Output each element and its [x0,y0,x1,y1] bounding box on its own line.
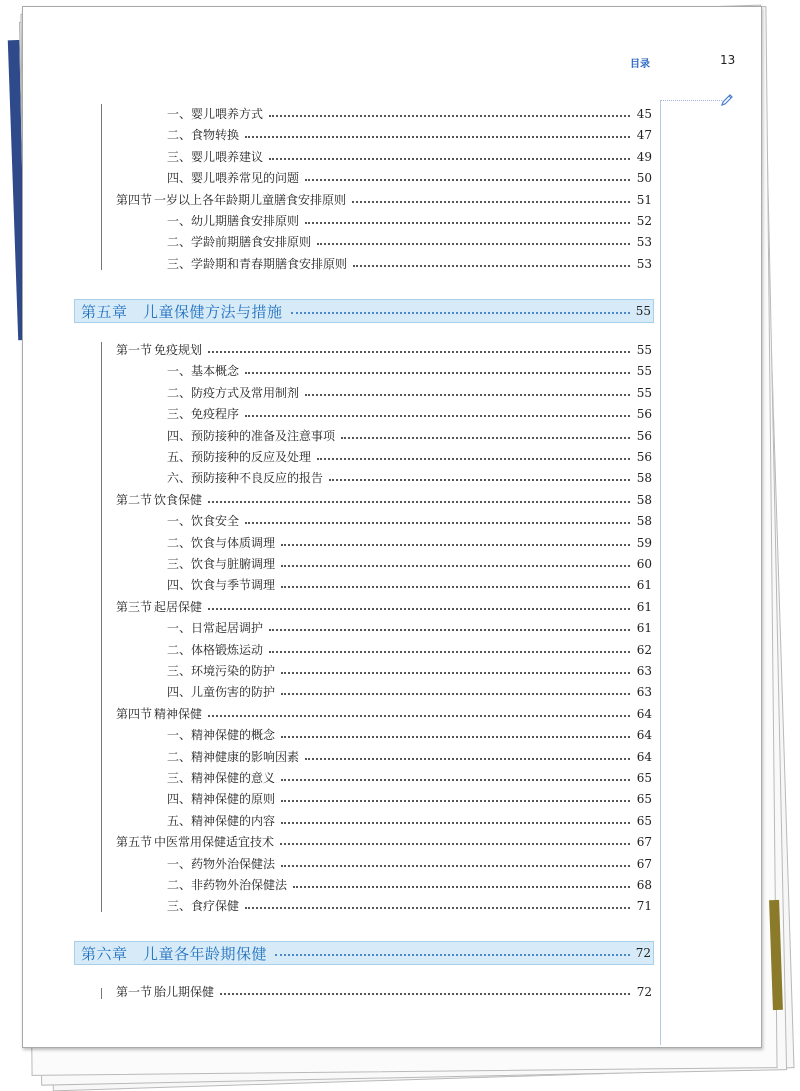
section-vertical-rule [101,342,102,912]
toc-item-row[interactable] [112,555,652,573]
toc-page-number: 61 [636,621,652,636]
toc-item-row[interactable] [112,448,652,466]
toc-title: 四、儿童伤害的防护 [167,685,276,700]
dot-leader [281,586,630,588]
toc-page-number: 65 [636,792,652,807]
toc-item-row[interactable] [112,427,652,445]
dot-leader [245,907,630,909]
toc-page-number: 67 [636,856,652,871]
toc-page-number: 55 [636,343,652,357]
toc-page-number: 55 [636,364,652,379]
toc-title: 一、日常起居调护 [167,621,264,636]
dot-leader [281,822,630,824]
toc-page-number: 50 [636,171,652,186]
toc-section-row[interactable] [112,983,652,1001]
toc-page-number: 51 [636,192,652,207]
toc-item-row[interactable] [112,769,652,787]
dot-leader [280,843,630,845]
toc-title: 一、幼儿期膳食安排原则 [167,214,300,228]
dot-leader [245,522,630,524]
toc-page-number: 49 [636,149,652,164]
toc-item-row[interactable] [112,384,652,402]
toc-page-number: 63 [636,685,652,700]
section-label: 第一节 [116,343,153,357]
toc-item-row[interactable] [112,897,652,915]
chapter-title: 第五章 儿童保健方法与措施 [81,302,283,321]
dot-leader [269,629,630,631]
toc-title: 三、学龄期和青春期膳食安排原则 [167,256,348,271]
toc-title: 免疫规划 [154,343,203,357]
toc-item-row[interactable] [112,362,652,380]
toc-item-row[interactable] [112,169,652,187]
page-number: 13 [720,53,736,67]
toc-item-row[interactable] [112,148,652,166]
section-label: 第一节 [116,985,153,999]
toc-item-row[interactable] [112,576,652,594]
section-vertical-rule [101,104,102,270]
dot-leader [305,394,630,396]
toc-section-row[interactable] [112,705,652,723]
toc-item-row[interactable] [112,641,652,659]
dot-leader [208,351,630,353]
toc-item-row[interactable] [112,405,652,423]
toc-page-number: 60 [636,557,652,571]
toc-page-number: 67 [636,835,652,850]
dot-leader [281,565,630,567]
dot-leader [245,415,630,417]
chapter-heading[interactable] [74,941,654,965]
dot-leader [245,136,630,138]
dot-leader [317,458,630,460]
toc-title: 三、食疗保健 [167,899,240,914]
toc-item-row[interactable] [112,748,652,766]
toc-title: 饮食保健 [154,492,203,507]
toc-title: 起居保健 [154,599,203,614]
dot-leader [305,758,630,760]
pen-icon[interactable] [720,93,734,107]
toc-title: 一岁以上各年龄期儿童膳食安排原则 [154,192,347,207]
toc-section-row[interactable] [112,491,652,509]
toc-page-number: 59 [636,535,652,550]
dot-leader [245,372,630,374]
dot-leader [293,886,630,888]
dot-leader [305,179,630,181]
toc-page-number: 68 [636,878,652,892]
toc-page-number: 47 [636,128,652,143]
dot-leader [352,201,630,203]
toc-title: 二、非药物外治保健法 [167,878,288,892]
toc-title: 四、婴儿喂养常见的问题 [167,171,300,186]
toc-page-number: 58 [636,514,652,529]
toc-title: 一、饮食安全 [167,514,240,529]
dot-leader [281,736,630,738]
toc-page-number: 65 [636,771,652,785]
toc-item-row[interactable] [112,662,652,680]
running-header-label: 目录 [630,59,650,70]
section-vertical-rule [101,988,102,999]
toc-page-number: 58 [636,471,652,486]
toc-title: 二、精神健康的影响因素 [167,749,300,764]
section-label: 第四节 [116,706,153,721]
dot-leader [208,608,630,610]
toc-page-number: 61 [636,578,652,593]
toc-title: 三、免疫程序 [167,407,240,422]
toc-page-number: 64 [636,706,652,721]
dot-leader [269,158,630,160]
toc-section-row[interactable] [112,191,652,209]
toc-page-number: 52 [636,214,652,228]
dot-leader [329,479,630,481]
dot-leader [281,779,630,781]
toc-title: 四、精神保健的原则 [167,792,276,807]
toc-title: 中医常用保健适宜技术 [154,835,275,850]
toc-section-row[interactable] [112,341,652,359]
dot-leader [208,715,630,717]
toc-item-row[interactable] [112,512,652,530]
toc-page-number: 56 [636,450,652,464]
toc-page-number: 45 [636,107,652,121]
toc-title: 胎儿期保健 [154,985,215,999]
toc-title: 精神保健 [154,706,203,721]
dot-leader [281,693,630,695]
toc-page-number: 56 [636,428,652,443]
toc-page-number: 72 [636,985,652,999]
toc-page-number: 64 [636,749,652,764]
toc-item-row[interactable] [112,855,652,873]
toc-item-row[interactable] [112,126,652,144]
toc-title: 二、防疫方式及常用制剂 [167,385,300,400]
dot-leader [291,312,630,314]
toc-page-number: 64 [636,728,652,743]
toc-page-number: 65 [636,813,652,828]
toc-item-row[interactable] [112,790,652,808]
toc-title: 六、预防接种不良反应的报告 [167,471,324,486]
toc-title: 四、饮食与季节调理 [167,578,276,593]
toc-item-row[interactable] [112,876,652,894]
toc-title: 一、基本概念 [167,364,240,379]
toc-title: 二、学龄前期膳食安排原则 [167,235,312,250]
toc-item-row[interactable] [112,812,652,830]
toc-title: 二、食物转换 [167,128,240,143]
toc-item-row[interactable] [112,726,652,744]
toc-item-row[interactable] [112,469,652,487]
chapter-page: 72 [635,946,651,960]
toc-title: 一、婴儿喂养方式 [167,107,264,121]
dot-leader [317,243,630,245]
toc-title: 二、体格锻炼运动 [167,642,264,657]
dot-leader [281,672,630,674]
chapter-title: 第六章 儿童各年龄期保健 [81,944,268,963]
dot-leader [281,544,630,546]
dot-leader [353,265,630,267]
section-label: 第二节 [116,492,153,507]
toc-title: 三、婴儿喂养建议 [167,149,264,164]
section-label: 第四节 [116,192,153,207]
section-label: 第三节 [116,599,153,614]
section-label: 第五节 [116,835,153,850]
toc-item-row[interactable] [112,212,652,230]
toc-title: 三、饮食与脏腑调理 [167,557,276,571]
toc-page-number: 71 [636,899,652,914]
dot-leader [341,437,630,439]
chapter-page: 55 [635,304,651,318]
toc-page-number: 61 [636,599,652,614]
toc-page-number: 58 [636,492,652,507]
toc-page-number: 63 [636,664,652,678]
dot-leader [305,222,630,224]
toc-item-row[interactable] [112,233,652,251]
toc-title: 三、环境污染的防护 [167,664,276,678]
toc-title: 五、精神保健的内容 [167,813,276,828]
toc-title: 一、药物外治保健法 [167,856,276,871]
toc-section-row[interactable] [112,598,652,616]
dot-leader [269,651,630,653]
chapter-heading[interactable] [74,299,654,323]
margin-rule [660,100,661,1045]
toc-title: 四、预防接种的准备及注意事项 [167,428,336,443]
toc-item-row[interactable] [112,534,652,552]
toc-title: 三、精神保健的意义 [167,771,276,785]
dot-leader [208,501,630,503]
toc-section-row[interactable] [112,833,652,851]
dot-leader [281,865,630,867]
toc-item-row[interactable] [112,255,652,273]
dot-leader [281,800,630,802]
toc-page-number: 53 [636,256,652,271]
margin-note-line [660,100,722,101]
toc-item-row[interactable] [112,683,652,701]
dot-leader [275,954,630,956]
dot-leader [220,993,630,995]
toc-page-number: 62 [636,642,652,657]
toc-title: 一、精神保健的概念 [167,728,276,743]
toc-title: 五、预防接种的反应及处理 [167,450,312,464]
toc-page-number: 53 [636,235,652,250]
toc-title: 二、饮食与体质调理 [167,535,276,550]
dot-leader [269,115,630,117]
toc-page-number: 56 [636,407,652,422]
toc-page-number: 55 [636,385,652,400]
toc-item-row[interactable] [112,619,652,637]
toc-item-row[interactable] [112,105,652,123]
